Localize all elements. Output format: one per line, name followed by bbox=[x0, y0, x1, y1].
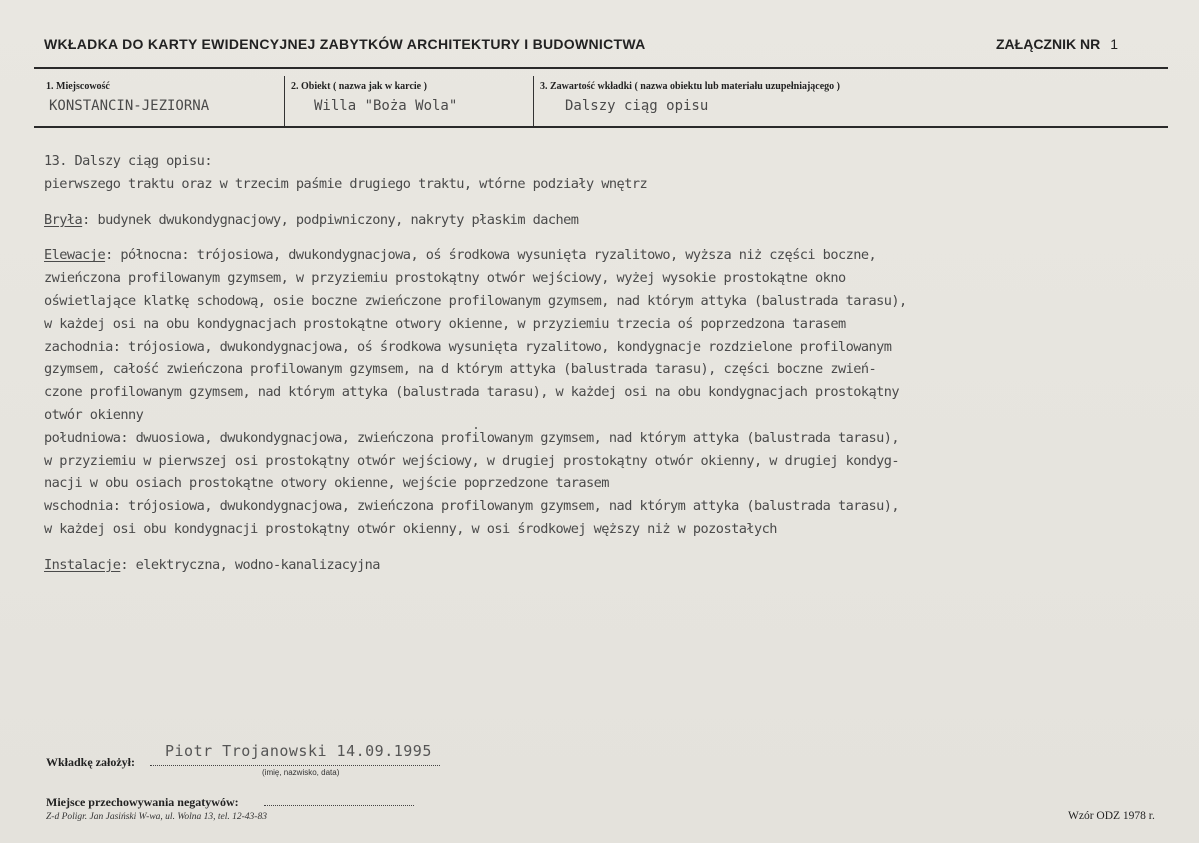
negatives-label: Miejsce przechowywania negatywów: bbox=[46, 795, 239, 809]
elewacje-line: w każdej osi obu kondygnacji prostokątny otwór okienny, w osi środkowej węższy niż w pozostałych bbox=[44, 520, 777, 537]
field-contents-label: 3. Zawartość wkładki ( nazwa obiektu lub materiału uzupełniającego ) bbox=[540, 81, 841, 92]
field-object-label: 2. Obiekt ( nazwa jak w karcie ) bbox=[291, 81, 427, 92]
annex-label: ZAŁĄCZNIK NR bbox=[996, 36, 1101, 52]
elewacje-line: w przyziemiu w pierwszej osi prostokątny otwór wejściowy, w drugiej prostokątny otwór okienny, w drugiej kondyg- bbox=[44, 452, 900, 469]
elewacje-first-line: Elewacje: północna: trójosiowa, dwukondygnacjowa, oś środkowa wysunięta ryzalitowo, wyższa niż części boczne, bbox=[44, 247, 877, 264]
elewacje-line: wschodnia: trójosiowa, dwukondygnacjowa, zwieńczona profilowanym gzymsem, nad którym attyka (balustrada tarasu), bbox=[44, 498, 900, 515]
instalacje-label: Instalacje bbox=[44, 556, 121, 573]
elewacje-line: nacji w obu osiach prostokątne otwory okienne, wejście poprzedzone tarasem bbox=[44, 475, 609, 492]
header-top-rule bbox=[34, 67, 1168, 69]
instalacje-paragraph bbox=[44, 554, 1184, 577]
elewacje-line: gzymsem, całość zwieńczona profilowanym gzymsem, na d którym attyka (balustrada tarasu), części boczne zwień- bbox=[44, 361, 877, 378]
bryla-text: : budynek dwukondygnacjowy, podpiwniczony, nakryty płaskim dachem bbox=[82, 211, 579, 228]
elewacje-line: w każdej osi na obu kondygnacjach prostokątne otwory okienne, w przyziemiu trzecia oś poprzedzona tarasem bbox=[44, 315, 846, 332]
description-body bbox=[44, 150, 1184, 577]
elewacje-line: oświetlające klatkę schodową, osie boczne zwieńczone profilowanym gzymsem, nad którym attyka (balustrada tarasu), bbox=[44, 292, 907, 309]
created-by-hint: (imię, nazwisko, data) bbox=[262, 768, 340, 777]
elewacje-line: otwór okienny bbox=[44, 406, 144, 423]
annex-label-group bbox=[996, 36, 1118, 52]
field-locality-label: 1. Miejscowość bbox=[46, 81, 110, 92]
elewacje-line: zachodnia: trójosiowa, dwukondygnacjowa, oś środkowa wysunięta ryzalitowo, kondygnacje rozdzielone profilowanym bbox=[44, 338, 892, 355]
field-contents-value: Dalszy ciąg opisu bbox=[565, 98, 709, 114]
elewacje-line: zwieńczona profilowanym gzymsem, w przyziemiu prostokątny otwór wejściowy, wyżej wysokie prostokątne okno bbox=[44, 270, 846, 287]
elewacje-label: Elewacje bbox=[44, 247, 106, 264]
form-code: Wzór ODZ 1978 r. bbox=[1068, 810, 1155, 822]
printer-imprint: Z-d Poligr. Jan Jasiński W-wa, ul. Wolna 13, tel. 12-43-83 bbox=[46, 812, 267, 822]
field-locality-value: KONSTANCIN-JEZIORNA bbox=[49, 98, 210, 114]
field-divider bbox=[284, 76, 285, 126]
instalacje-text: : elektryczna, wodno-kanalizacyjna bbox=[120, 556, 380, 573]
created-by-dotted-line bbox=[150, 765, 440, 766]
header-bottom-rule bbox=[34, 126, 1168, 128]
created-by-value: Piotr Trojanowski 14.09.1995 bbox=[165, 742, 432, 760]
negatives-dotted-line bbox=[264, 805, 414, 806]
created-by-label: Wkładkę założył: bbox=[46, 755, 135, 769]
field-divider bbox=[533, 76, 534, 126]
bryla-paragraph bbox=[44, 209, 1184, 232]
elewacje-line: czone profilowanym gzymsem, nad którym attyka (balustrada tarasu), w każdej osi na obu kondygnacjach prostokątny bbox=[44, 384, 900, 401]
field-object-value: Willa "Boża Wola" bbox=[314, 98, 458, 114]
elewacje-line: południowa: dwuosiowa, dwukondygnacjowa, zwieńczona profilowanym gzymsem, nad którym attyka (balustrada tarasu), bbox=[44, 429, 900, 446]
intro-line: pierwszego traktu oraz w trzecim paśmie drugiego traktu, wtórne podziały wnętrz bbox=[44, 175, 648, 192]
annex-number: 1 bbox=[1110, 36, 1119, 52]
ink-speck bbox=[475, 427, 477, 429]
section-heading: 13. Dalszy ciąg opisu: bbox=[44, 153, 212, 169]
bryla-label: Bryła bbox=[44, 211, 83, 228]
form-title: WKŁADKA DO KARTY EWIDENCYJNEJ ZABYTKÓW ARCHITEKTURY I BUDOWNICTWA bbox=[44, 36, 646, 52]
